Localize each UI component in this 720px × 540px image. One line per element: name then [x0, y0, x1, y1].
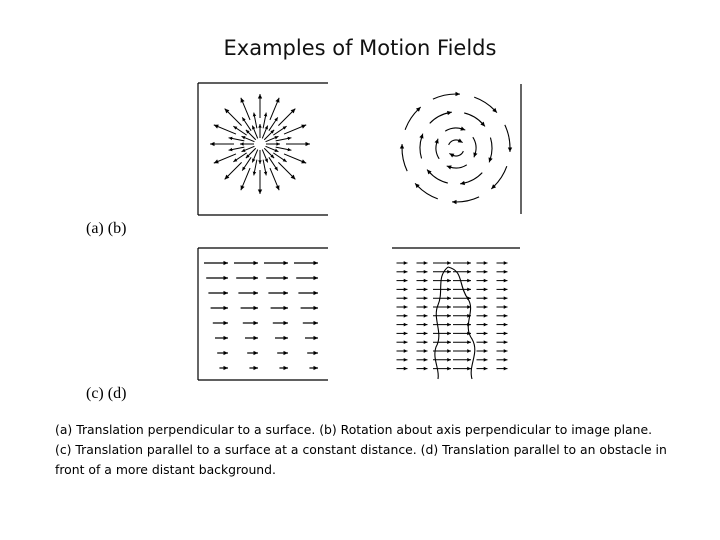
- motion-vector-arrow: [477, 340, 488, 344]
- motion-vector-arrow: [247, 351, 258, 355]
- rotation-arc: [420, 136, 422, 158]
- motion-vector-arrow: [229, 137, 245, 141]
- rotation-arc: [445, 128, 462, 131]
- motion-vector-arrow: [278, 162, 295, 179]
- motion-vector-arrow: [279, 366, 288, 370]
- expansion-field-diagram: [196, 82, 330, 216]
- motion-vector-arrow: [225, 162, 242, 179]
- motion-vector-arrow: [433, 314, 451, 318]
- motion-vector-arrow: [206, 276, 228, 280]
- rotation-arc: [429, 172, 448, 183]
- motion-vector-arrow: [455, 92, 460, 96]
- motion-vector-arrow: [460, 127, 465, 131]
- motion-vector-arrow: [301, 306, 318, 310]
- rotation-arc: [430, 113, 449, 124]
- motion-vector-arrow: [305, 336, 318, 340]
- motion-vector-arrow: [294, 261, 318, 265]
- motion-vector-arrow: [243, 321, 258, 325]
- motion-vector-arrow: [236, 276, 258, 280]
- motion-vector-arrow: [217, 351, 228, 355]
- motion-vector-arrow: [417, 340, 428, 344]
- figure-caption: (a) Translation perpendicular to a surface. (b) Rotation about axis perpendicular to image plane. (c) Translation parallel to a surface at a constant distance. (d) Translation parallel to an obstacle in front of a more distant background.: [55, 422, 667, 477]
- motion-vector-arrow: [497, 279, 508, 283]
- rotation-arc: [493, 166, 506, 187]
- motion-vector-arrow: [417, 288, 428, 292]
- rotation-arc: [490, 138, 492, 160]
- motion-vector-arrow: [433, 288, 451, 292]
- motion-vector-arrow: [215, 336, 228, 340]
- motion-vector-arrow: [497, 288, 508, 292]
- rotation-arc: [402, 147, 407, 171]
- motion-vector-arrow: [497, 358, 508, 362]
- motion-vector-arrow: [417, 314, 428, 318]
- motion-vector-arrow: [435, 139, 439, 144]
- motion-vector-arrow: [433, 332, 451, 336]
- motion-vector-arrow: [497, 367, 508, 371]
- motion-vector-arrow: [453, 261, 471, 265]
- obstacle-left-boundary: [435, 267, 448, 379]
- rotation-arc: [474, 97, 495, 110]
- motion-vector-arrow: [417, 270, 428, 274]
- rotation-arc: [463, 173, 482, 184]
- panel-c-uniform-translation-field: [196, 247, 330, 381]
- motion-vector-arrow: [452, 200, 457, 204]
- motion-vector-arrow: [214, 154, 236, 163]
- motion-vector-arrow: [276, 147, 292, 151]
- motion-vector-arrow: [477, 332, 488, 336]
- motion-vector-arrow: [453, 367, 471, 371]
- motion-vector-arrow: [453, 332, 471, 336]
- motion-vector-arrow: [417, 367, 428, 371]
- uniform-translation-field-diagram: [196, 247, 330, 381]
- motion-vector-arrow: [208, 291, 228, 295]
- motion-vector-arrow: [433, 261, 451, 265]
- motion-vector-arrow: [271, 306, 288, 310]
- motion-vector-arrow: [417, 323, 428, 327]
- motion-vector-arrow: [433, 340, 451, 344]
- label-c-d: (c) (d): [86, 385, 127, 402]
- motion-vector-arrow: [417, 305, 428, 309]
- motion-vector-arrow: [460, 181, 465, 185]
- rotation-arc: [450, 165, 467, 168]
- motion-vector-arrow: [417, 296, 428, 300]
- motion-vector-arrow: [258, 124, 261, 138]
- motion-vector-arrow: [477, 367, 488, 371]
- rotation-arc: [436, 142, 439, 159]
- motion-vector-arrow: [225, 109, 242, 126]
- motion-vector-arrow: [477, 270, 488, 274]
- motion-vector-arrow: [417, 349, 428, 353]
- rotation-arc: [455, 197, 479, 202]
- motion-vector-arrow: [286, 142, 310, 146]
- motion-vector-arrow: [433, 279, 451, 283]
- motion-vector-arrow: [211, 306, 228, 310]
- motion-vector-arrow: [497, 305, 508, 309]
- motion-vector-arrow: [397, 332, 408, 336]
- panel-b-rotation-field: [388, 82, 524, 216]
- motion-vector-arrow: [266, 142, 280, 145]
- obstacle-translation-field-diagram: [388, 245, 524, 381]
- motion-vector-arrow: [497, 261, 508, 265]
- motion-vector-arrow: [497, 296, 508, 300]
- motion-vector-arrow: [453, 288, 471, 292]
- motion-vector-arrow: [400, 144, 404, 149]
- motion-vector-arrow: [477, 261, 488, 265]
- motion-vector-arrow: [234, 261, 258, 265]
- motion-vector-arrow: [210, 142, 234, 146]
- motion-vector-arrow: [417, 332, 428, 336]
- motion-vector-arrow: [397, 288, 408, 292]
- motion-vector-arrow: [241, 168, 250, 190]
- motion-vector-arrow: [263, 160, 267, 176]
- rotation-arc: [473, 137, 476, 154]
- motion-vector-arrow: [397, 270, 408, 274]
- motion-vector-arrow: [273, 321, 288, 325]
- motion-vector-arrow: [275, 336, 288, 340]
- motion-vector-arrow: [309, 366, 318, 370]
- motion-vector-arrow: [419, 134, 423, 139]
- motion-vector-arrow: [397, 296, 408, 300]
- motion-vector-arrow: [241, 98, 250, 120]
- motion-vector-arrow: [397, 323, 408, 327]
- motion-vector-arrow: [453, 340, 471, 344]
- motion-vector-arrow: [477, 305, 488, 309]
- motion-vector-arrow: [258, 150, 261, 164]
- motion-vector-arrow: [453, 349, 471, 353]
- motion-vector-arrow: [268, 291, 288, 295]
- motion-vector-arrow: [276, 137, 292, 141]
- motion-vector-arrow: [477, 358, 488, 362]
- rotation-field-diagram: [388, 82, 524, 216]
- motion-vector-arrow: [219, 366, 228, 370]
- motion-vector-arrow: [397, 305, 408, 309]
- motion-vector-arrow: [433, 367, 451, 371]
- motion-vector-arrow: [489, 157, 493, 162]
- motion-vector-arrow: [477, 314, 488, 318]
- motion-vector-arrow: [453, 296, 471, 300]
- motion-vector-arrow: [497, 332, 508, 336]
- motion-vector-arrow: [473, 152, 477, 157]
- motion-vector-arrow: [397, 358, 408, 362]
- motion-vector-arrow: [477, 349, 488, 353]
- panel-d-obstacle-translation-field: [388, 245, 524, 381]
- motion-vector-arrow: [477, 288, 488, 292]
- motion-vector-arrow: [397, 367, 408, 371]
- motion-vector-arrow: [258, 94, 262, 118]
- motion-vector-arrow: [433, 323, 451, 327]
- motion-vector-arrow: [277, 351, 288, 355]
- motion-vector-arrow: [453, 358, 471, 362]
- motion-vector-arrow: [449, 153, 454, 157]
- rotation-arc: [452, 151, 463, 156]
- motion-vector-arrow: [417, 358, 428, 362]
- motion-vector-arrow: [204, 261, 228, 265]
- motion-vector-arrow: [497, 314, 508, 318]
- motion-vector-arrow: [213, 321, 228, 325]
- motion-vector-arrow: [433, 305, 451, 309]
- motion-vector-arrow: [296, 276, 318, 280]
- rotation-arc: [464, 113, 483, 124]
- motion-vector-arrow: [497, 349, 508, 353]
- motion-vector-arrow: [447, 165, 452, 169]
- motion-vector-arrow: [447, 111, 452, 115]
- motion-vector-arrow: [245, 336, 258, 340]
- motion-vector-arrow: [229, 147, 245, 151]
- motion-vector-arrow: [477, 323, 488, 327]
- motion-vector-arrow: [508, 147, 512, 152]
- motion-vector-arrow: [303, 321, 318, 325]
- motion-vector-arrow: [497, 340, 508, 344]
- rotation-arc: [417, 185, 438, 198]
- motion-vector-arrow: [240, 142, 254, 145]
- motion-vector-arrow: [249, 366, 258, 370]
- motion-vector-arrow: [477, 279, 488, 283]
- motion-vector-arrow: [307, 351, 318, 355]
- motion-vector-arrow: [241, 306, 258, 310]
- motion-vector-arrow: [253, 160, 257, 176]
- motion-vector-arrow: [284, 125, 306, 134]
- motion-vector-arrow: [258, 170, 262, 194]
- label-a-b: (a) (b): [86, 220, 127, 237]
- motion-vector-arrow: [397, 279, 408, 283]
- motion-vector-arrow: [298, 291, 318, 295]
- motion-vector-arrow: [264, 261, 288, 265]
- motion-vector-arrow: [417, 279, 428, 283]
- motion-vector-arrow: [397, 261, 408, 265]
- motion-vector-arrow: [453, 323, 471, 327]
- motion-vector-arrow: [497, 270, 508, 274]
- motion-vector-arrow: [238, 291, 258, 295]
- motion-vector-arrow: [433, 270, 451, 274]
- motion-vector-arrow: [253, 113, 257, 129]
- motion-vector-arrow: [270, 168, 279, 190]
- motion-vector-arrow: [453, 305, 471, 309]
- motion-vector-arrow: [266, 276, 288, 280]
- motion-vector-arrow: [270, 98, 279, 120]
- motion-vector-arrow: [278, 109, 295, 126]
- panel-a-expansion-field: [196, 82, 330, 216]
- motion-vector-arrow: [477, 296, 488, 300]
- motion-vector-arrow: [497, 323, 508, 327]
- motion-vector-arrow: [214, 125, 236, 134]
- rotation-arc: [449, 140, 460, 145]
- obstacle-right-boundary: [448, 267, 475, 379]
- rotation-arc: [505, 125, 510, 149]
- motion-vector-arrow: [458, 138, 463, 142]
- motion-vector-arrow: [397, 340, 408, 344]
- rotation-arc: [433, 94, 457, 99]
- motion-vector-arrow: [397, 349, 408, 353]
- page-title: Examples of Motion Fields: [223, 36, 497, 60]
- rotation-arc: [405, 109, 418, 130]
- motion-vector-arrow: [453, 279, 471, 283]
- motion-vector-arrow: [433, 296, 451, 300]
- motion-vector-arrow: [263, 113, 267, 129]
- motion-vector-arrow: [397, 314, 408, 318]
- motion-vector-arrow: [453, 314, 471, 318]
- motion-vector-arrow: [284, 154, 306, 163]
- motion-vector-arrow: [417, 261, 428, 265]
